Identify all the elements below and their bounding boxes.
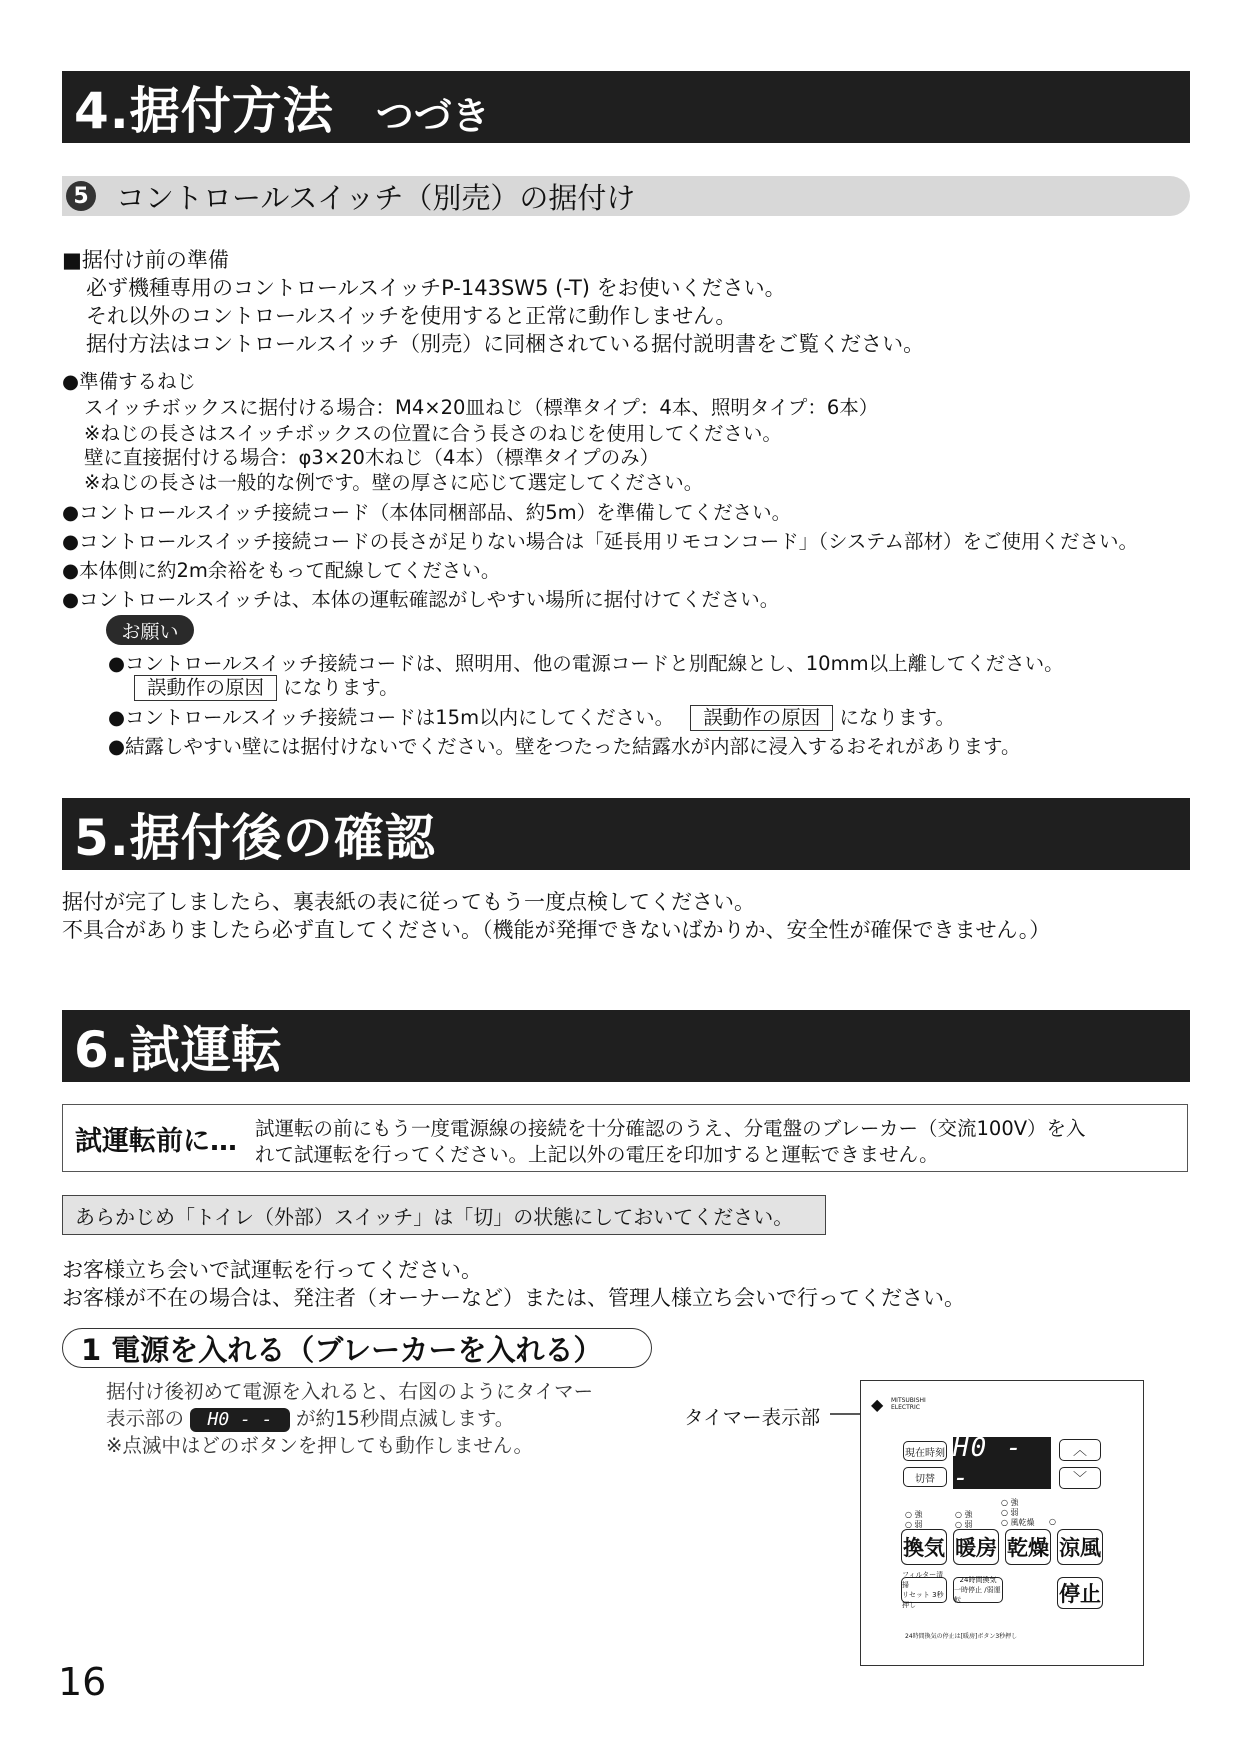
screws-line: スイッチボックスに据付ける場合：M4×20皿ねじ（標準タイプ：4本、照明タイプ：6本） (84, 396, 879, 419)
indicator-weak: ○ 弱 (1001, 1508, 1019, 1517)
malfunction-cause-box: 誤動作の原因 (134, 675, 277, 701)
request-tail: になります。 (839, 706, 955, 729)
indicator-wind-dry: ○ 風乾燥 (1001, 1518, 1035, 1527)
down-button[interactable]: ﹀ (1059, 1467, 1101, 1489)
heating-button[interactable]: 暖房 (953, 1529, 999, 1565)
step-1-line: ※点滅中はどのボタンを押しても動作しません。 (106, 1434, 534, 1457)
mitsubishi-logo-icon: ◆ (871, 1395, 884, 1414)
pre-test-line: れて試運転を行ってください。上記以外の電圧を印加すると運転できません。 (255, 1143, 939, 1166)
request-item: ●結露しやすい壁には据付けないでください。壁をつたった結露水が内部に浸入するおそれがあります。 (108, 735, 1021, 758)
section-4-subtitle: つづき (375, 93, 490, 138)
section-6-header (62, 1010, 1190, 1082)
up-button[interactable]: ︿ (1059, 1439, 1101, 1461)
step-5-header (62, 176, 1190, 216)
current-time-button[interactable]: 現在時刻 (903, 1441, 947, 1461)
request-tail: になります。 (283, 676, 399, 699)
prep-line: 必ず機種専用のコントロールスイッチP-143SW5 (-T) をお使いください。 (86, 276, 786, 300)
pre-test-label: 試運転前に… (75, 1126, 237, 1157)
24h-ventilation-button[interactable] (953, 1577, 1003, 1603)
pre-test-line: 試運転の前にもう一度電源線の接続を十分確認のうえ、分電盤のブレーカー（交流100V）を入 (255, 1117, 1086, 1140)
prep-line: それ以外のコントロールスイッチを使用すると正常に動作しません。 (86, 304, 737, 328)
malfunction-cause-box: 誤動作の原因 (690, 705, 833, 731)
brand-name: MITSUBISHI ELECTRIC (891, 1397, 926, 1411)
sec5-line: 不具合がありましたら必ず直してください。（機能が発揮できないばかりか、安全性が確保できません。） (62, 918, 1051, 942)
step-1-line: 据付け後初めて電源を入れると、右図のようにタイマー (106, 1380, 594, 1403)
toilet-switch-note: あらかじめ「トイレ（外部）スイッチ」は「切」の状態にしておいてください。 (62, 1195, 826, 1235)
screws-line: ※ねじの長さは一般的な例です。壁の厚さに応じて選定してください。 (84, 471, 704, 494)
drying-button[interactable]: 乾燥 (1005, 1529, 1051, 1565)
bullet-item: ●コントロールスイッチ接続コードの長さが足りない場合は「延長用リモコンコード」（システム部材）をご使用ください。 (62, 530, 1139, 553)
timer-display-callout: タイマー表示部 (684, 1406, 821, 1429)
screws-heading: ●準備するねじ (62, 370, 197, 393)
filter-clean-button[interactable] (901, 1571, 947, 1609)
indicator-cool: ○ (1049, 1517, 1056, 1526)
section-5-title: 5.据付後の確認 (74, 809, 436, 867)
section-4-header (62, 71, 1190, 143)
cool-breeze-button[interactable]: 涼風 (1057, 1529, 1103, 1565)
reset-label: リセット 3秒押し (902, 1591, 944, 1609)
request-item (108, 702, 955, 731)
section-6-title: 6.試運転 (74, 1021, 283, 1079)
control-switch-diagram (860, 1380, 1144, 1666)
24h-sub-label: 一時停止 /弱運転 (954, 1586, 1001, 1604)
sec6-line: お客様立ち会いで試運転を行ってください。 (62, 1258, 482, 1282)
step-1-header: 1 電源を入れる（ブレーカーを入れる） (62, 1328, 652, 1368)
ventilation-button[interactable]: 換気 (901, 1529, 947, 1565)
indicator-strong: ○ 強 (1001, 1498, 1019, 1507)
page-number: 16 (58, 1660, 107, 1704)
screws-line: 壁に直接据付ける場合：φ3×20木ねじ（4本）（標準タイプのみ） (84, 446, 660, 469)
prep-line: 据付方法はコントロールスイッチ（別売）に同梱されている据付説明書をご覧ください。 (86, 332, 925, 356)
filter-label: フィルター清掃 (902, 1571, 944, 1589)
sec5-line: 据付が完了しましたら、裏表紙の表に従ってもう一度点検してください。 (62, 890, 755, 914)
screws-line: ※ねじの長さはスイッチボックスの位置に合う長さのねじを使用してください。 (84, 422, 782, 445)
step-title: コントロールスイッチ（別売）の据付け (116, 180, 636, 215)
inline-lcd: H0 - - (190, 1408, 290, 1432)
request-badge: お願い (106, 615, 194, 645)
bullet-item: ●コントロールスイッチは、本体の運転確認がしやすい場所に据付けてください。 (62, 588, 780, 611)
request-item-cont (134, 672, 399, 701)
step-1-text: が約15秒間点滅します。 (296, 1407, 515, 1430)
24h-label: 24時間換気 (959, 1576, 997, 1584)
step-1-text: 表示部の (106, 1407, 185, 1430)
bullet-item: ●コントロールスイッチ接続コード（本体同梱部品、約5m）を準備してください。 (62, 501, 792, 524)
sec6-line: お客様が不在の場合は、発注者（オーナーなど）または、管理人様立ち会いで行ってください。 (62, 1286, 965, 1310)
prep-heading: ■据付け前の準備 (62, 248, 229, 272)
timer-display: H0 - - (953, 1437, 1051, 1489)
bullet-item: ●本体側に約2m余裕をもって配線してください。 (62, 559, 501, 582)
request-item-text: ●コントロールスイッチ接続コードは15m以内にしてください。 (108, 706, 675, 729)
step-1-line (106, 1403, 514, 1432)
remote-footer-note: 24時間換気の停止は[暖房]ボタン3秒押し (905, 1633, 1018, 1640)
switch-button[interactable]: 切替 (903, 1467, 947, 1487)
step-number: 5 (66, 181, 96, 211)
indicator-strong: ○ 強 (955, 1510, 973, 1519)
indicator-strong: ○ 強 (905, 1510, 923, 1519)
stop-button[interactable]: 停止 (1057, 1577, 1103, 1609)
pre-test-box (62, 1104, 1188, 1172)
request-item: ●コントロールスイッチ接続コードは、照明用、他の電源コードと別配線とし、10mm以上離してください。 (108, 652, 1064, 675)
indicator-weak: ○ 弱 (955, 1520, 973, 1529)
section-5-header (62, 798, 1190, 870)
indicator-weak: ○ 弱 (905, 1520, 923, 1529)
section-4-title: 4.据付方法 (74, 82, 334, 140)
